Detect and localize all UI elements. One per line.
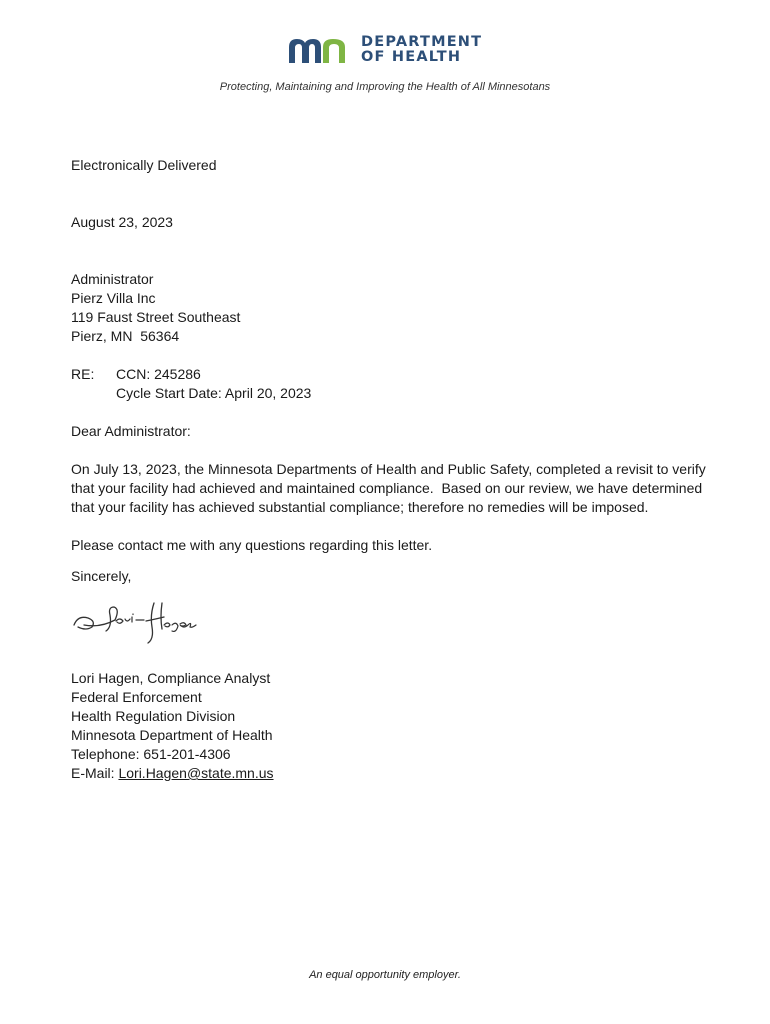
handwritten-signature — [70, 595, 200, 650]
recipient-name: Pierz Villa Inc — [71, 290, 156, 306]
letter-date: August 23, 2023 — [71, 214, 173, 230]
email-link[interactable]: Lori.Hagen@state.mn.us — [118, 765, 274, 781]
mn-logo-icon — [289, 37, 353, 63]
closing: Sincerely, — [71, 568, 132, 584]
recipient-city: Pierz, MN 56364 — [71, 328, 180, 344]
body-line-2: that your facility had achieved and maintained compliance. Based on our review, we have determined — [71, 480, 703, 496]
contact-sentence: Please contact me with any questions regarding this letter. — [71, 537, 433, 553]
mdh-logo — [289, 34, 489, 66]
signer-department: Minnesota Department of Health — [71, 727, 273, 743]
re-cycle-start: Cycle Start Date: April 20, 2023 — [116, 385, 312, 401]
email-label: E-Mail: — [71, 765, 119, 781]
footer-text: An equal opportunity employer. — [309, 969, 461, 981]
delivery-method: Electronically Delivered — [71, 157, 217, 173]
re-label: RE: — [71, 366, 95, 382]
body-line-3: that your facility has achieved substantial compliance; therefore no remedies will be imposed. — [71, 499, 649, 515]
logo-line-2: OF HEALTH — [361, 49, 462, 65]
signer-name-title: Lori Hagen, Compliance Analyst — [71, 670, 271, 686]
tagline: Protecting, Maintaining and Improving the Health of All Minnesotans — [219, 81, 551, 93]
logo-wordmark — [361, 35, 482, 65]
signer-phone: Telephone: 651-201-4306 — [71, 746, 231, 762]
body-line-1: On July 13, 2023, the Minnesota Departments of Health and Public Safety, completed a revisit to verify — [71, 461, 706, 477]
recipient-title: Administrator — [71, 271, 154, 287]
re-ccn: CCN: 245286 — [116, 366, 201, 382]
recipient-street: 119 Faust Street Southeast — [71, 309, 241, 325]
salutation: Dear Administrator: — [71, 423, 191, 439]
signer-email-line — [71, 764, 274, 783]
signer-division: Health Regulation Division — [71, 708, 236, 724]
logo-line-1: DEPARTMENT — [361, 34, 483, 50]
signer-unit: Federal Enforcement — [71, 689, 202, 705]
